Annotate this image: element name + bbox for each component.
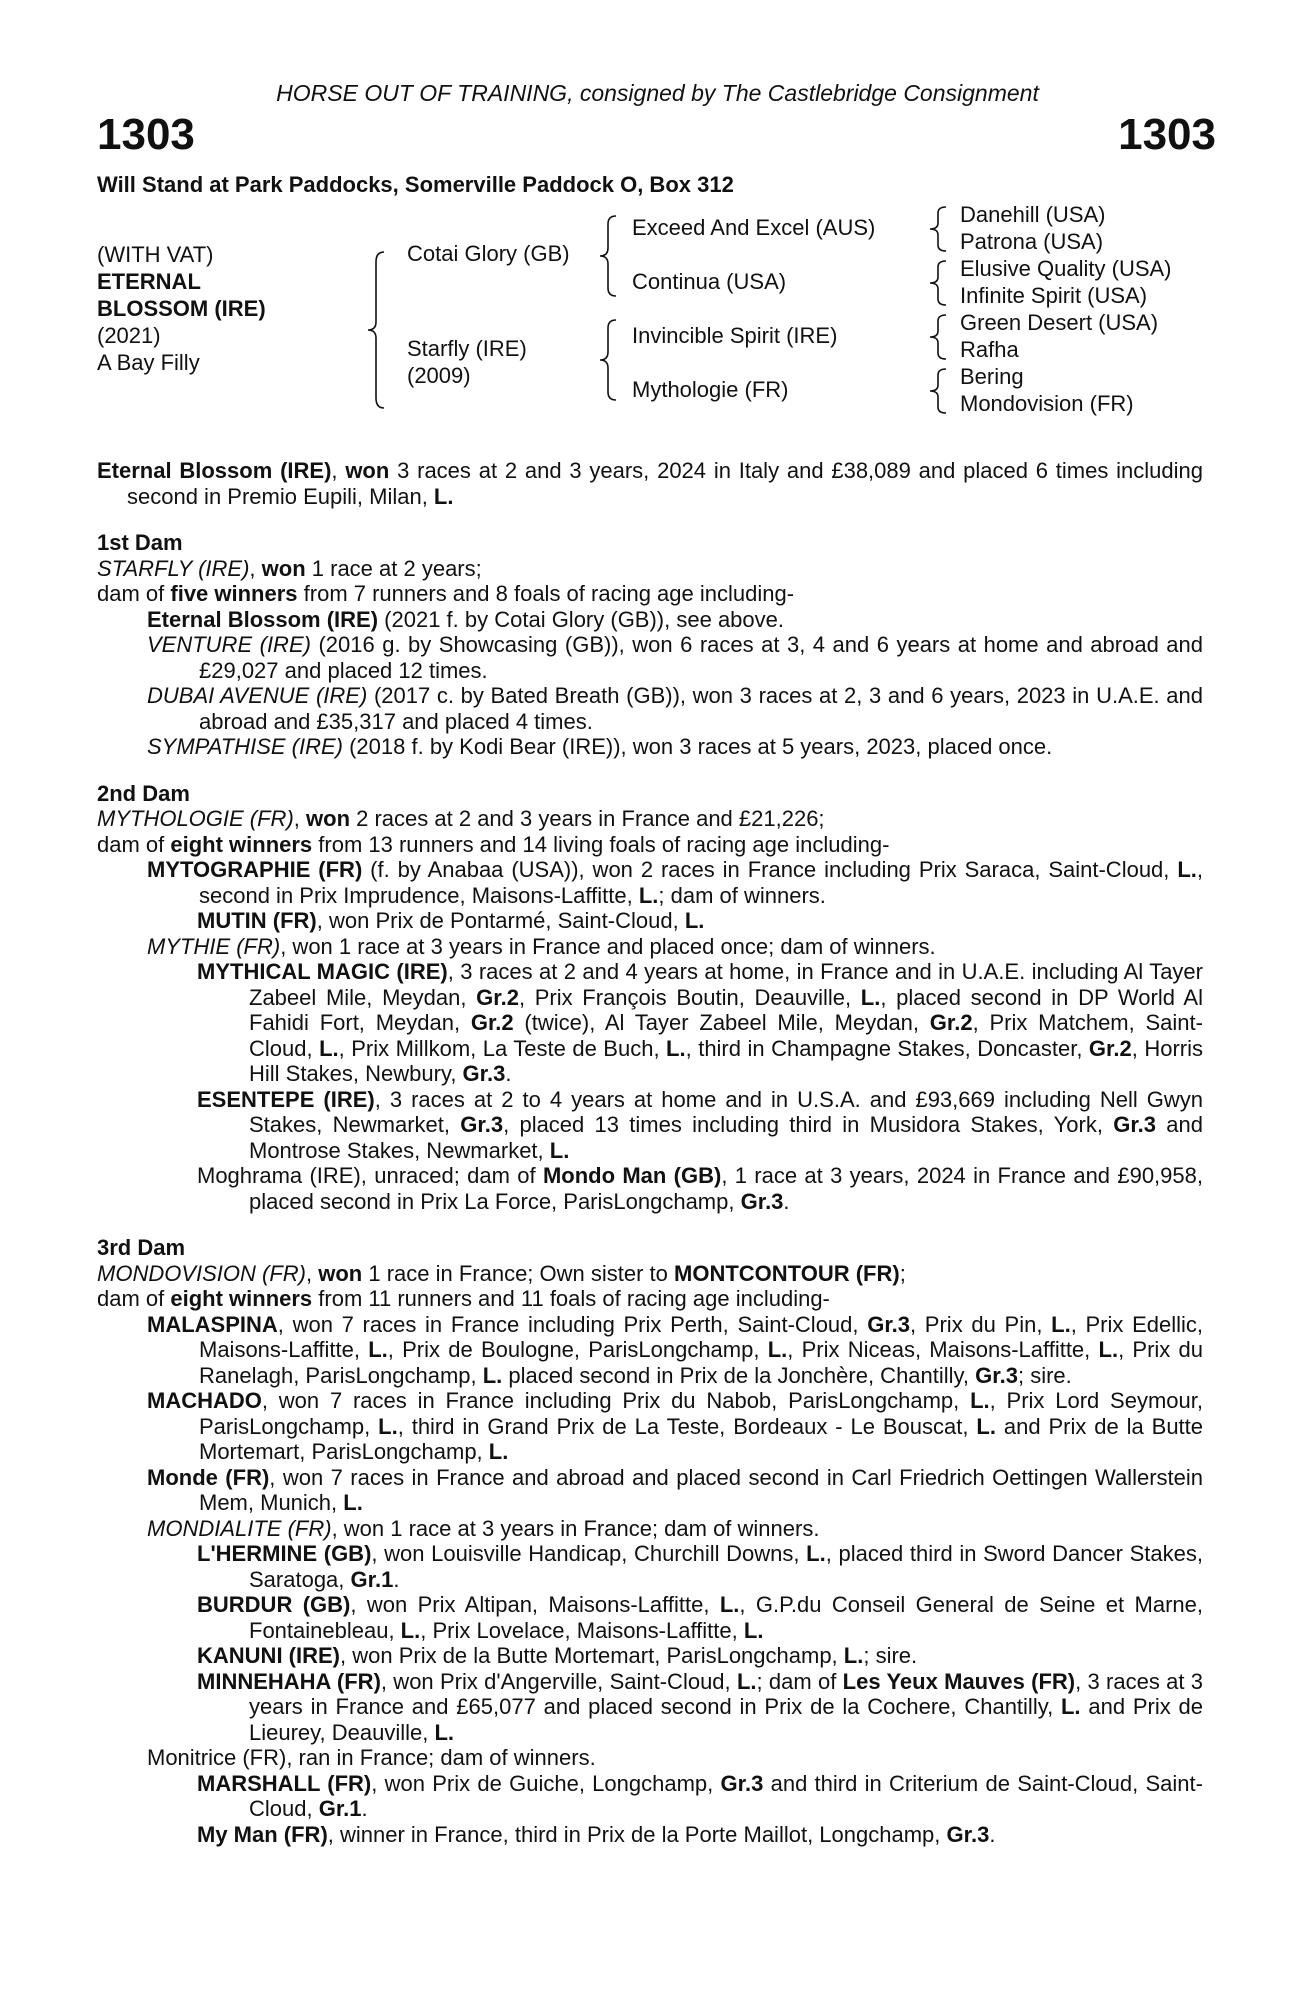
produce-machado: MACHADO, won 7 races in France including Prix du Nabob, ParisLongchamp, L., Prix Lord Seymour, ParisLongchamp, L., third in Grand Prix de La Teste, Bordeaux - Le Bouscat, L. and Prix de la Butte Mortemart, ParisLongchamp, L.: [147, 1388, 1204, 1464]
produce-mondialite: MONDIALITE (FR), won 1 race at 3 years in France; dam of winners.: [147, 1515, 820, 1541]
second-dam-record: MYTHOLOGIE (FR), won 2 races at 2 and 3 years in France and £21,226;: [97, 806, 825, 831]
produce-moghrama: Moghrama (IRE), unraced; dam of Mondo Man (GB), 1 race at 3 years, 2024 in France and £90,958, placed second in Prix La Force, ParisLongchamp, Gr.3.: [197, 1163, 1203, 1214]
dam-sire: Invincible Spirit (IRE): [632, 323, 838, 348]
produce-malaspina: MALASPINA, won 7 races in France including Prix Perth, Saint-Cloud, Gr.3, Prix du Pin, L., Prix Edellic, Maisons-Laffitte, L., Prix de Boulogne, ParisLongchamp, L., Prix Niceas, Maisons-Laffitte, L., Prix du Ranelagh, ParisLongchamp, L. placed second in Prix de la Jonchère, Chantilly, Gr.3; sire.: [147, 1311, 1203, 1388]
dam-year: (2009): [407, 363, 471, 388]
produce-esentepe: ESENTEPE (IRE), 3 races at 2 to 4 years at home and in U.S.A. and £93,669 including Nell Gwyn Stakes, Newmarket, Gr.3, placed 13 times including third in Musidora Stakes, York, Gr.3 and Montrose Stakes, Newmarket, L.: [197, 1086, 1203, 1163]
first-dam-heading: 1st Dam: [97, 530, 183, 555]
horse-description: A Bay Filly: [97, 350, 200, 375]
horse-name-line1: ETERNAL: [97, 269, 201, 294]
ancestor-green-desert: Green Desert (USA): [960, 310, 1159, 335]
pedigree-subject: [97, 241, 266, 376]
produce-monde: Monde (FR), won 7 races in France and abroad and placed second in Carl Friedrich Oettingen Wallerstein Mem, Munich, L.: [147, 1464, 1203, 1515]
ss-bracket: [930, 205, 950, 253]
third-dam-record: MONDOVISION (FR), won 1 race in France; Own sister to MONTCONTOUR (FR);: [97, 1260, 906, 1286]
produce-sympathise: SYMPATHISE (IRE) (2018 f. by Kodi Bear (IRE)), won 3 races at 5 years, 2023, placed once.: [147, 734, 1053, 759]
produce-marshall: MARSHALL (FR), won Prix de Guiche, Longchamp, Gr.3 and third in Criterium de Saint-Cloud, Saint-Cloud, Gr.1.: [197, 1770, 1203, 1821]
foaling-year: (2021): [97, 323, 161, 348]
horse-summary: Eternal Blossom (IRE), won 3 races at 2 and 3 years, 2024 in Italy and £38,089 and placed 6 times including second in Premio Eupili, Milan, L.: [97, 458, 1203, 509]
produce-eternal-blossom: Eternal Blossom (IRE) (2021 f. by Cotai Glory (GB)), see above.: [147, 606, 784, 632]
dam-bracket: [600, 318, 620, 402]
sire-dam: Continua (USA): [632, 269, 787, 294]
horse-name-line2: BLOSSOM (IRE): [97, 296, 266, 321]
with-vat-label: (WITH VAT): [97, 242, 214, 267]
ss-ancestors: [960, 201, 1172, 417]
ancestor-patrona: Patrona (USA): [960, 229, 1104, 254]
produce-venture: VENTURE (IRE) (2016 g. by Showcasing (GB)), won 6 races at 3, 4 and 6 years at home and abroad and £29,027 and placed 12 times.: [147, 632, 1204, 683]
second-dam-produce-summary: dam of eight winners from 13 runners and 14 living foals of racing age including-: [97, 831, 890, 857]
produce-mythical-magic: MYTHICAL MAGIC (IRE), 3 races at 2 and 4 years at home, in France and in U.A.E. including Al Tayer Zabeel Mile, Meydan, Gr.2, Prix François Boutin, Deauville, L., placed second in DP World Al Fahidi Fort, Meydan, Gr.2 (twice), Al Tayer Zabeel Mile, Meydan, Gr.2, Prix Matchem, Saint-Cloud, L., Prix Millkom, La Teste de Buch, L., third in Champagne Stakes, Doncaster, Gr.2, Horris Hill Stakes, Newbury, Gr.3.: [197, 959, 1203, 1086]
sd-bracket: [930, 259, 950, 307]
produce-mytographie: MYTOGRAPHIE (FR) (f. by Anabaa (USA)), won 2 races in France including Prix Saraca, Saint-Cloud, L., second in Prix Imprudence, Maisons-Laffitte, L.; dam of winners.: [147, 857, 1203, 908]
ancestor-rafha: Rafha: [960, 337, 1019, 362]
produce-kanuni: KANUNI (IRE), won Prix de la Butte Mortemart, ParisLongchamp, L.; sire.: [197, 1643, 918, 1668]
second-dam-heading: 2nd Dam: [97, 780, 190, 806]
produce-minnehaha: MINNEHAHA (FR), won Prix d'Angerville, Saint-Cloud, L.; dam of Les Yeux Mauves (FR), 3 races at 3 years in France and £65,077 and placed second in Prix de la Cochere, Chantilly, L. and Prix de Lieurey, Deauville, L.: [197, 1668, 1204, 1745]
lot-number-right: 1303: [1118, 110, 1216, 159]
third-dam-heading: 3rd Dam: [97, 1235, 186, 1260]
produce-burdur: BURDUR (GB), won Prix Altipan, Maisons-Laffitte, L., G.P.du Conseil General de Seine et Marne, Fontainebleau, L., Prix Lovelace, Maisons-Laffitte, L.: [197, 1592, 1203, 1643]
main-bracket: [368, 250, 388, 410]
dam-name-line1: Starfly (IRE): [407, 336, 527, 361]
ancestor-mondovision: Mondovision (FR): [960, 391, 1134, 416]
produce-lhermine: L'HERMINE (GB), won Louisville Handicap, Churchill Downs, L., placed third in Sword Dancer Stakes, Saratoga, Gr.1.: [197, 1541, 1203, 1592]
produce-dubai-avenue: DUBAI AVENUE (IRE) (2017 c. by Bated Breath (GB)), won 3 races at 2, 3 and 6 years, 2023 in U.A.E. and abroad and £35,317 and placed 4 times.: [147, 683, 1203, 734]
ds-bracket: [930, 313, 950, 361]
sire-name: Cotai Glory (GB): [407, 241, 570, 266]
catalogue-body: [97, 458, 1203, 1847]
consignment-heading: HORSE OUT OF TRAINING, consigned by The Castlebridge Consignment: [276, 80, 1039, 106]
ancestor-danehill: Danehill (USA): [960, 202, 1106, 227]
sire-bracket: [600, 214, 620, 298]
produce-mythie: MYTHIE (FR), won 1 race at 3 years in France and placed once; dam of winners.: [147, 933, 936, 959]
ancestor-bering: Bering: [960, 364, 1024, 389]
dam-dam: Mythologie (FR): [632, 377, 789, 402]
produce-my-man: My Man (FR), winner in France, third in Prix de la Porte Maillot, Longchamp, Gr.3.: [197, 1821, 996, 1847]
dd-bracket: [930, 367, 950, 415]
third-dam-produce-summary: dam of eight winners from 11 runners and 11 foals of racing age including-: [97, 1286, 830, 1311]
ancestor-infinite-spirit: Infinite Spirit (USA): [960, 283, 1148, 308]
lot-number-left: 1303: [97, 110, 195, 159]
dam-name: [407, 335, 527, 389]
produce-mutin: MUTIN (FR), won Prix de Pontarmé, Saint-Cloud, L.: [197, 908, 705, 933]
ancestor-elusive-quality: Elusive Quality (USA): [960, 256, 1172, 281]
sire-sire: Exceed And Excel (AUS): [632, 215, 876, 240]
first-dam-record: STARFLY (IRE), won 1 race at 2 years;: [97, 555, 482, 581]
first-dam-produce-summary: dam of five winners from 7 runners and 8 foals of racing age including-: [97, 581, 795, 606]
stand-location: Will Stand at Park Paddocks, Somerville Paddock O, Box 312: [97, 172, 734, 197]
produce-monitrice: Monitrice (FR), ran in France; dam of winners.: [147, 1745, 596, 1770]
